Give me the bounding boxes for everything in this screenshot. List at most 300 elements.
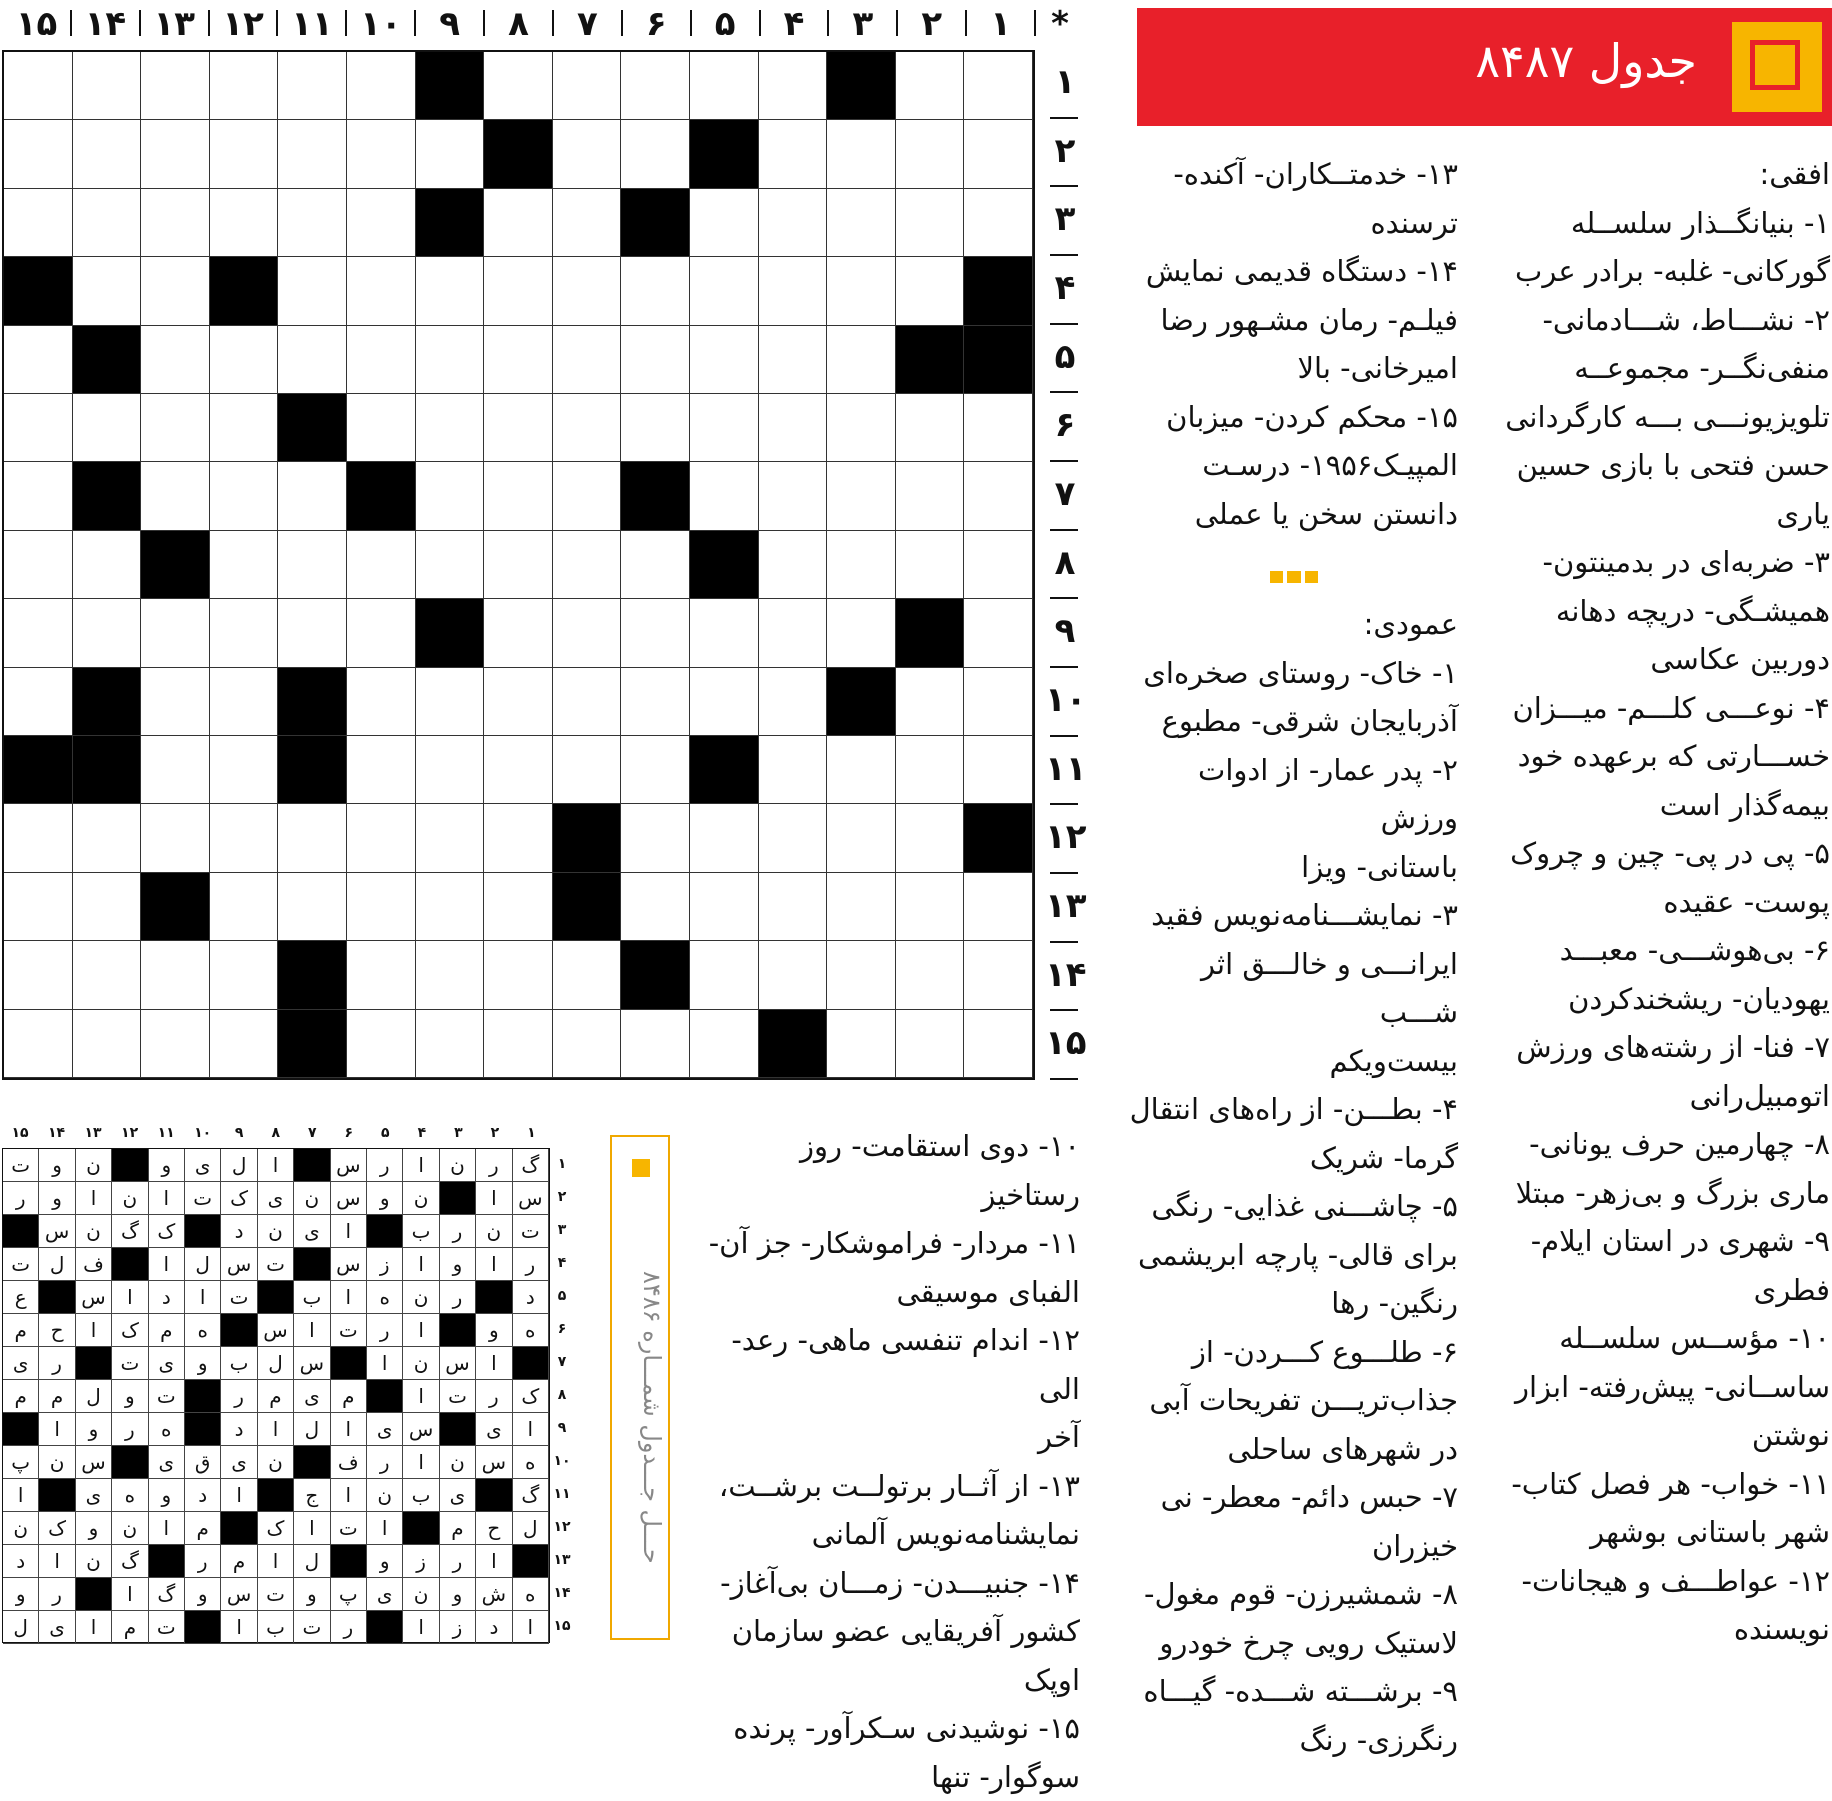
grid-cell[interactable] — [347, 257, 416, 325]
solution-block — [185, 1380, 221, 1413]
grid-cell[interactable] — [210, 531, 279, 599]
grid-cell[interactable] — [759, 804, 828, 872]
grid-cell[interactable] — [690, 52, 759, 120]
grid-cell[interactable] — [484, 394, 553, 462]
grid-cell[interactable] — [4, 599, 73, 667]
grid-cell[interactable] — [896, 189, 965, 257]
row-number: ۹ — [1054, 611, 1076, 652]
solution-row-number: ۵ — [557, 1288, 567, 1304]
solution-column-number: ۱۰ — [194, 1125, 212, 1141]
grid-cell[interactable] — [210, 462, 279, 530]
grid-cell[interactable] — [4, 52, 73, 120]
solution-cell: ن — [403, 1182, 439, 1215]
column-separator — [345, 10, 347, 36]
grid-cell[interactable] — [347, 120, 416, 188]
solution-row-number: ۲ — [557, 1189, 567, 1205]
column-number: ۷ — [577, 4, 598, 44]
solution-block — [3, 1413, 39, 1446]
grid-cell[interactable] — [553, 599, 622, 667]
solution-cell: ا — [294, 1512, 330, 1545]
solution-cell: ت — [149, 1380, 185, 1413]
grid-cell[interactable] — [896, 52, 965, 120]
grid-cell[interactable] — [4, 326, 73, 394]
grid-cell[interactable] — [690, 668, 759, 736]
grid-cell[interactable] — [484, 189, 553, 257]
solution-cell: ر — [440, 1281, 476, 1314]
solution-cell: ا — [76, 1182, 112, 1215]
grid-cell[interactable] — [621, 804, 690, 872]
grid-cell[interactable] — [278, 326, 347, 394]
solution-block — [294, 1248, 330, 1281]
grid-cell[interactable] — [73, 873, 142, 941]
grid-cell[interactable] — [827, 326, 896, 394]
grid-cell[interactable] — [347, 804, 416, 872]
grid-cell[interactable] — [347, 1010, 416, 1078]
grid-cell[interactable] — [210, 668, 279, 736]
grid-cell[interactable] — [278, 462, 347, 530]
grid-cell[interactable] — [141, 668, 210, 736]
grid-cell[interactable] — [141, 941, 210, 1009]
grid-cell[interactable] — [553, 52, 622, 120]
solution-cell: و — [185, 1347, 221, 1380]
solution-cell: م — [331, 1380, 367, 1413]
solution-cell: م — [3, 1380, 39, 1413]
grid-cell[interactable] — [347, 531, 416, 599]
grid-cell[interactable] — [141, 394, 210, 462]
grid-cell[interactable] — [210, 941, 279, 1009]
grid-cell[interactable] — [278, 804, 347, 872]
grid-cell[interactable] — [690, 873, 759, 941]
grid-cell[interactable] — [553, 326, 622, 394]
grid-cell[interactable] — [4, 531, 73, 599]
grid-cell[interactable] — [278, 120, 347, 188]
grid-cell[interactable] — [416, 804, 485, 872]
solution-block — [440, 1314, 476, 1347]
grid-cell[interactable] — [964, 599, 1033, 667]
grid-cell[interactable] — [690, 1010, 759, 1078]
solution-cell: ب — [403, 1479, 439, 1512]
grid-cell[interactable] — [759, 52, 828, 120]
grid-cell[interactable] — [73, 120, 142, 188]
solution-cell: و — [76, 1413, 112, 1446]
grid-cell[interactable] — [484, 599, 553, 667]
grid-cell[interactable] — [141, 120, 210, 188]
grid-cell[interactable] — [690, 326, 759, 394]
grid-cell[interactable] — [210, 394, 279, 462]
grid-cell[interactable] — [484, 804, 553, 872]
grid-cell[interactable] — [347, 326, 416, 394]
block-cell — [827, 52, 896, 120]
grid-cell[interactable] — [4, 394, 73, 462]
row-number: ۷ — [1054, 474, 1076, 514]
grid-cell[interactable] — [964, 941, 1033, 1009]
solution-cell: ک — [149, 1215, 185, 1248]
grid-cell[interactable] — [553, 1010, 622, 1078]
grid-cell[interactable] — [278, 873, 347, 941]
grid-cell[interactable] — [4, 873, 73, 941]
grid-cell[interactable] — [141, 52, 210, 120]
solution-row-number: ۱۳ — [553, 1552, 571, 1568]
column-number: ۱۰ — [360, 4, 402, 44]
grid-cell[interactable] — [484, 326, 553, 394]
grid-cell[interactable] — [896, 120, 965, 188]
grid-cell[interactable] — [484, 52, 553, 120]
grid-cell[interactable] — [759, 668, 828, 736]
grid-cell[interactable] — [553, 531, 622, 599]
solution-block — [367, 1380, 403, 1413]
grid-cell[interactable] — [4, 804, 73, 872]
solution-cell: م — [440, 1512, 476, 1545]
grid-cell[interactable] — [73, 257, 142, 325]
solution-block — [221, 1512, 257, 1545]
grid-cell[interactable] — [210, 120, 279, 188]
solution-cell: ق — [185, 1446, 221, 1479]
grid-cell[interactable] — [73, 1010, 142, 1078]
grid-cell[interactable] — [416, 1010, 485, 1078]
grid-cell[interactable] — [141, 804, 210, 872]
grid-cell[interactable] — [347, 873, 416, 941]
grid-cell[interactable] — [210, 1010, 279, 1078]
grid-cell[interactable] — [4, 941, 73, 1009]
grid-cell[interactable] — [73, 52, 142, 120]
grid-cell[interactable] — [347, 668, 416, 736]
grid-cell[interactable] — [621, 531, 690, 599]
grid-cell[interactable] — [827, 462, 896, 530]
grid-cell[interactable] — [484, 1010, 553, 1078]
solution-cell: د — [476, 1611, 512, 1644]
column-number: ۱ — [990, 4, 1011, 44]
solution-cell: ت — [3, 1149, 39, 1182]
solution-row-number: ۱۴ — [553, 1585, 571, 1601]
grid-cell[interactable] — [553, 462, 622, 530]
grid-cell[interactable] — [141, 257, 210, 325]
grid-cell[interactable] — [759, 531, 828, 599]
grid-cell[interactable] — [141, 1010, 210, 1078]
grid-cell[interactable] — [416, 257, 485, 325]
grid-cell[interactable] — [690, 804, 759, 872]
grid-cell[interactable] — [896, 462, 965, 530]
grid-cell[interactable] — [484, 531, 553, 599]
grid-cell[interactable] — [621, 52, 690, 120]
grid-cell[interactable] — [621, 599, 690, 667]
row-number: ۱۰ — [1045, 680, 1087, 720]
grid-cell[interactable] — [553, 120, 622, 188]
solution-cell: ا — [403, 1149, 439, 1182]
grid-cell[interactable] — [964, 873, 1033, 941]
grid-cell[interactable] — [896, 941, 965, 1009]
column-number: ۱۲ — [222, 4, 264, 44]
grid-cell[interactable] — [621, 394, 690, 462]
grid-cell[interactable] — [210, 873, 279, 941]
grid-cell[interactable] — [4, 189, 73, 257]
row-number: ۱۱ — [1045, 748, 1087, 789]
solution-cell: ت — [294, 1611, 330, 1644]
grid-cell[interactable] — [347, 599, 416, 667]
solution-block — [367, 1611, 403, 1644]
grid-cell[interactable] — [964, 1010, 1033, 1078]
solution-cell: ر — [3, 1182, 39, 1215]
grid-cell[interactable] — [484, 941, 553, 1009]
grid-cell[interactable] — [896, 804, 965, 872]
grid-cell[interactable] — [278, 257, 347, 325]
grid-cell[interactable] — [964, 52, 1033, 120]
grid-cell[interactable] — [278, 531, 347, 599]
block-cell — [278, 394, 347, 462]
row-number: ۱۳ — [1045, 886, 1087, 926]
solution-cell: ا — [403, 1446, 439, 1479]
block-cell — [210, 257, 279, 325]
grid-cell[interactable] — [896, 257, 965, 325]
solution-cell: ر — [513, 1248, 549, 1281]
grid-cell[interactable] — [827, 804, 896, 872]
grid-cell[interactable] — [416, 462, 485, 530]
grid-cell[interactable] — [621, 1010, 690, 1078]
solution-cell: ل — [185, 1248, 221, 1281]
block-cell — [964, 804, 1033, 872]
solution-cell: ا — [149, 1512, 185, 1545]
grid-cell[interactable] — [827, 394, 896, 462]
grid-cell[interactable] — [827, 736, 896, 804]
grid-cell[interactable] — [896, 873, 965, 941]
grid-cell[interactable] — [759, 462, 828, 530]
solution-block — [76, 1347, 112, 1380]
grid-cell[interactable] — [896, 1010, 965, 1078]
grid-cell[interactable] — [827, 1010, 896, 1078]
grid-cell[interactable] — [690, 394, 759, 462]
solution-column-number: ۷ — [307, 1125, 317, 1141]
grid-cell[interactable] — [347, 941, 416, 1009]
solution-cell: ی — [221, 1446, 257, 1479]
grid-cell[interactable] — [827, 531, 896, 599]
grid-cell[interactable] — [759, 873, 828, 941]
row-separator — [1050, 941, 1078, 943]
row-number: ۴ — [1054, 268, 1076, 308]
solution-cell: س — [403, 1413, 439, 1446]
grid-cell[interactable] — [553, 668, 622, 736]
row-separator — [1050, 391, 1078, 393]
grid-cell[interactable] — [210, 189, 279, 257]
grid-cell[interactable] — [964, 394, 1033, 462]
solution-column-number: ۶ — [344, 1125, 354, 1141]
solution-cell: ا — [331, 1479, 367, 1512]
grid-cell[interactable] — [4, 462, 73, 530]
solution-cell: ه — [513, 1446, 549, 1479]
grid-cell[interactable] — [964, 189, 1033, 257]
grid-cell[interactable] — [759, 599, 828, 667]
solution-cell: ا — [513, 1611, 549, 1644]
grid-cell[interactable] — [484, 257, 553, 325]
solution-cell: ع — [3, 1281, 39, 1314]
grid-cell[interactable] — [416, 668, 485, 736]
column-separator — [965, 10, 967, 36]
grid-cell[interactable] — [347, 52, 416, 120]
grid-cell[interactable] — [759, 736, 828, 804]
grid-cell[interactable] — [73, 394, 142, 462]
grid-cell[interactable] — [73, 804, 142, 872]
solution-cell: ل — [294, 1545, 330, 1578]
solution-cell: د — [3, 1545, 39, 1578]
grid-cell[interactable] — [210, 52, 279, 120]
solution-cell: و — [440, 1248, 476, 1281]
grid-cell[interactable] — [896, 531, 965, 599]
block-cell — [416, 52, 485, 120]
solution-cell: ل — [39, 1248, 75, 1281]
grid-cell[interactable] — [278, 189, 347, 257]
solution-cell: ر — [185, 1545, 221, 1578]
solution-cell: ر — [39, 1347, 75, 1380]
column-number: ۱۱ — [291, 4, 333, 44]
solution-cell: و — [112, 1380, 148, 1413]
grid-cell[interactable] — [347, 394, 416, 462]
grid-cell[interactable] — [210, 326, 279, 394]
grid-cell[interactable] — [827, 189, 896, 257]
grid-cell[interactable] — [964, 120, 1033, 188]
grid-cell[interactable] — [827, 873, 896, 941]
grid-cell[interactable] — [759, 189, 828, 257]
column-separator — [139, 10, 141, 36]
grid-cell[interactable] — [4, 668, 73, 736]
crossword-grid[interactable] — [2, 50, 1035, 1080]
solution-cell: ر — [367, 1314, 403, 1347]
solution-cell: ا — [513, 1413, 549, 1446]
grid-cell[interactable] — [621, 120, 690, 188]
solution-cell: ا — [39, 1413, 75, 1446]
column-number: ۱۳ — [153, 4, 195, 44]
grid-cell[interactable] — [141, 326, 210, 394]
grid-cell[interactable] — [827, 120, 896, 188]
row-separator — [1050, 185, 1078, 187]
solution-cell: ک — [39, 1512, 75, 1545]
solution-cell: ن — [403, 1281, 439, 1314]
grid-cell[interactable] — [553, 257, 622, 325]
block-cell — [690, 531, 759, 599]
logo-icon — [1732, 22, 1822, 112]
solution-cell: گ — [513, 1479, 549, 1512]
grid-cell[interactable] — [210, 599, 279, 667]
grid-cell[interactable] — [416, 326, 485, 394]
grid-cell[interactable] — [141, 599, 210, 667]
grid-cell[interactable] — [964, 736, 1033, 804]
solution-cell: د — [185, 1479, 221, 1512]
block-cell — [4, 736, 73, 804]
solution-cell: ر — [367, 1149, 403, 1182]
grid-cell[interactable] — [347, 736, 416, 804]
solution-block — [149, 1545, 185, 1578]
solution-cell: ا — [112, 1281, 148, 1314]
grid-cell[interactable] — [964, 462, 1033, 530]
grid-cell[interactable] — [621, 668, 690, 736]
grid-cell[interactable] — [210, 804, 279, 872]
grid-cell[interactable] — [73, 531, 142, 599]
solution-column-number: ۳ — [454, 1125, 463, 1141]
grid-cell[interactable] — [484, 668, 553, 736]
grid-cell[interactable] — [690, 257, 759, 325]
grid-cell[interactable] — [759, 394, 828, 462]
solution-column-number: ۴ — [417, 1125, 427, 1141]
row-separator — [1050, 529, 1078, 531]
grid-cell[interactable] — [416, 531, 485, 599]
grid-cell[interactable] — [4, 120, 73, 188]
grid-cell[interactable] — [621, 257, 690, 325]
grid-cell[interactable] — [141, 736, 210, 804]
grid-cell[interactable] — [141, 462, 210, 530]
grid-cell[interactable] — [484, 873, 553, 941]
solution-cell: و — [367, 1545, 403, 1578]
grid-cell[interactable] — [621, 326, 690, 394]
down-clues-continued: ۱۰- دوی استقامت- روز رستاخیز ۱۱- مردار- فراموشکار- جز آن- الفبای موسیقی ۱۲- اندام تنفسی ماهی- رعد- الی آخر ۱۳- از آثــار برتولــت برشــت، نمایشنامه‌نویس آلمانی ۱۴- جنبیـــدن- زمـــان بی‌آغاز- کشور آفریقایی عضو سازمان اوپک ۱۵- نوشیدنی سـکرآور- پرنده سوگوار- تنها — [708, 1129, 1080, 1794]
grid-cell[interactable] — [759, 120, 828, 188]
grid-cell[interactable] — [141, 189, 210, 257]
block-cell — [690, 120, 759, 188]
column-separator — [552, 10, 554, 36]
grid-cell[interactable] — [484, 736, 553, 804]
grid-cell[interactable] — [484, 462, 553, 530]
grid-cell[interactable] — [553, 394, 622, 462]
grid-cell[interactable] — [416, 941, 485, 1009]
grid-cell[interactable] — [347, 189, 416, 257]
grid-cell[interactable] — [759, 257, 828, 325]
solution-cell: ا — [294, 1314, 330, 1347]
grid-cell[interactable] — [73, 189, 142, 257]
grid-cell[interactable] — [896, 736, 965, 804]
grid-cell[interactable] — [827, 599, 896, 667]
block-cell — [73, 326, 142, 394]
solution-cell: ا — [258, 1545, 294, 1578]
grid-cell[interactable] — [553, 736, 622, 804]
grid-cell[interactable] — [73, 941, 142, 1009]
grid-cell[interactable] — [964, 668, 1033, 736]
grid-cell[interactable] — [690, 599, 759, 667]
grid-cell[interactable] — [4, 1010, 73, 1078]
grid-cell[interactable] — [416, 394, 485, 462]
solution-column-number: ۱۳ — [84, 1125, 102, 1141]
solution-cell: ت — [112, 1347, 148, 1380]
grid-cell[interactable] — [896, 668, 965, 736]
solution-cell: د — [513, 1281, 549, 1314]
solution-banner — [610, 1135, 670, 1640]
grid-cell[interactable] — [210, 736, 279, 804]
grid-cell[interactable] — [553, 941, 622, 1009]
grid-cell[interactable] — [416, 873, 485, 941]
grid-cell[interactable] — [278, 52, 347, 120]
solution-cell: ت — [331, 1512, 367, 1545]
solution-cell: س — [221, 1578, 257, 1611]
grid-cell[interactable] — [553, 189, 622, 257]
solution-row-number: ۳ — [557, 1222, 567, 1238]
grid-cell[interactable] — [690, 189, 759, 257]
grid-cell[interactable] — [759, 941, 828, 1009]
grid-cell[interactable] — [896, 394, 965, 462]
solution-cell: ر — [476, 1380, 512, 1413]
grid-cell[interactable] — [759, 326, 828, 394]
solution-cell: ف — [331, 1446, 367, 1479]
grid-cell[interactable] — [964, 531, 1033, 599]
grid-cell[interactable] — [416, 736, 485, 804]
solution-cell: ک — [112, 1314, 148, 1347]
grid-cell[interactable] — [416, 120, 485, 188]
grid-cell[interactable] — [621, 736, 690, 804]
row-separator — [1050, 1009, 1078, 1011]
down-clues: عمودی: ۱- خاک- روستای صخره‌ای آذربایجان شرقی- مطبوع ۲- پدر عمار- از ادوات ورزش باستانی- ویزا ۳- نمایشـــنامه‌نویس فقید ایرانـــی و خالـــق اثر شـــب بیست‌ویکم ۴- بطـــن- از راه‌های انتقال گرما- شریک ۵- چاشـــنی غذایی- رنگی برای قالی- پارچه ابریشمی رنگین- رها ۶- طلـــوع کـــردن- از جذاب‌تریـــن تفریحات آبی در شهرهای ساحلی ۷- حبس دائم- معطر- نی خیزران ۸- شمشیرزن- قوم مغول- لاستیک رویی چرخ خودرو ۹- برشـــته شـــده- گیـــاه رنگرزی- رنگ — [1129, 607, 1458, 1757]
grid-cell[interactable] — [621, 873, 690, 941]
grid-cell[interactable] — [690, 941, 759, 1009]
grid-cell[interactable] — [278, 599, 347, 667]
grid-cell[interactable] — [690, 462, 759, 530]
grid-cell[interactable] — [73, 599, 142, 667]
solution-cell: ت — [331, 1314, 367, 1347]
grid-cell[interactable] — [827, 941, 896, 1009]
grid-cell[interactable] — [827, 257, 896, 325]
